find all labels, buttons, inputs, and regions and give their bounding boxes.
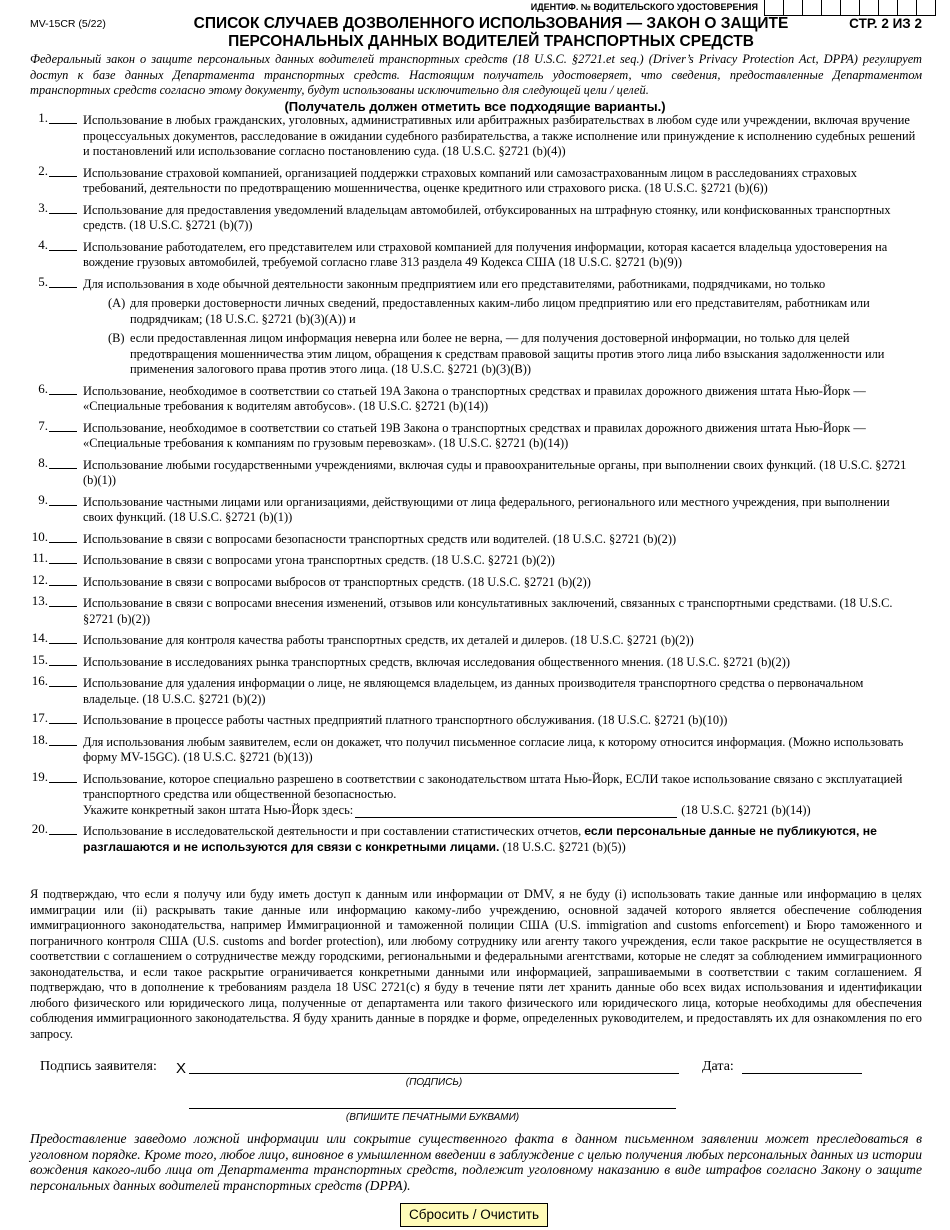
item-text: Использование, необходимое в соответствии со статьей 19A Закона о транспортных средствах и правилах дорожного движения штата Нью-Йорк — «Специальные требования к водителям автобусов». (18 U.S.C. §2721 (b)(14)) <box>83 383 866 413</box>
item-check-blank[interactable] <box>49 277 77 288</box>
item-text: Для использования любым заявителем, если он докажет, что получил письменное согласие лица, к которому относится информация. (Можно использовать форму MV-15GC). (18 U.S.C. §2721 (b)(13)) <box>83 734 904 764</box>
item-text-block <box>83 553 922 569</box>
item-text: Использование в связи с вопросами безопасности транспортных средств или водителей. (18 U.S.C. §2721 (b)(2)) <box>83 531 677 546</box>
item-text-block <box>83 166 922 197</box>
item-number: 18. <box>31 731 48 747</box>
sub-clause-text: для проверки достоверности личных сведений, предоставленных каким-либо лицом предприятию или его представителям, работникам или подрядчикам; (18 U.S.C. §2721 (b)(3)(A)) и <box>130 296 870 326</box>
item-check-blank[interactable] <box>49 824 77 835</box>
signature-caption: (ПОДПИСЬ) <box>405 1077 463 1088</box>
item-text: Для использования в ходе обычной деятельности законным предприятием или его представителями, работниками, подрядчиками, но только <box>83 276 826 291</box>
item-text: Использование частными лицами или организациями, действующими от лица федерального, регионального или местного учреждения, при выполнении своих функций. (18 U.S.C. §2721 (b)(1)) <box>83 494 890 524</box>
item-text: Использование для контроля качества работы транспортных средств, их деталей и дилеров. (18 U.S.C. §2721 (b)(2)) <box>83 633 694 647</box>
permitted-use-item <box>30 630 922 649</box>
signature-label: Подпись заявителя: <box>40 1059 157 1074</box>
item-text: Использование в связи с вопросами внесения изменений, отзывов или консультативных заключений, связанных с транспортными средствами. (18 U.S.C. §2721 (b)(2)) <box>83 596 893 626</box>
permitted-use-item <box>30 731 922 766</box>
item-check-blank[interactable] <box>49 113 77 124</box>
item-text-block <box>83 676 922 707</box>
item-check-blank[interactable] <box>49 596 77 607</box>
item-number: 17. <box>31 710 48 725</box>
item-number: 6. <box>38 380 48 396</box>
item-number: 11. <box>32 550 48 565</box>
item-number: 20. <box>31 821 48 836</box>
ny-law-citation: (18 U.S.C. §2721 (b)(14)) <box>681 802 811 817</box>
permitted-use-item <box>30 550 922 569</box>
item-text-block <box>83 596 922 627</box>
ny-law-row <box>83 803 922 819</box>
permitted-use-item <box>30 710 922 729</box>
permitted-use-item <box>30 199 922 234</box>
item-text: Использование, которое специально разрешено в соответствии с законодательством штата Нью-Йорк, ЕСЛИ такое использование связано с эксплуатацией транспортного средства или общественной безопасностью. <box>83 771 903 801</box>
item-check-blank[interactable] <box>49 166 77 177</box>
permitted-use-item <box>30 162 922 197</box>
item-text-block <box>83 655 922 671</box>
item-check-blank[interactable] <box>49 713 77 724</box>
sub-clause-text: если предоставленная лицом информация неверна или более не верна, — для получения достоверной информации, но только для целей предотвращения мошенничества этим лицом, обращения к средствам правовой защиты против этого лица либо взыскания задолженности или применения залогового права против этого лица. (18 U.S.C. §2721 (b)(3)(B)) <box>130 331 885 376</box>
item-text-block <box>83 113 922 160</box>
item-text-block <box>83 824 922 855</box>
permitted-use-item <box>30 417 922 452</box>
print-name-caption: (ВПИШИТЕ ПЕЧАТНЫМИ БУКВАМИ) <box>345 1112 520 1123</box>
item-emphasis-text: если персональные данные не публикуются, не разглашаются и не используются для связи с конкретными лицами. <box>83 824 877 854</box>
license-id-box[interactable] <box>841 0 860 15</box>
item-check-blank[interactable] <box>49 203 77 214</box>
license-id-box[interactable] <box>784 0 803 15</box>
item-check-blank[interactable] <box>49 553 77 564</box>
item-text-block <box>83 772 922 819</box>
item-check-blank[interactable] <box>49 633 77 644</box>
item-check-blank[interactable] <box>49 575 77 586</box>
permitted-uses-list <box>30 110 922 861</box>
item-text: Использование в процессе работы частных предприятий платного транспортного обслуживания. (18 U.S.C. §2721 (b)(10)) <box>83 713 728 727</box>
signature-x-mark: X <box>176 1060 187 1077</box>
must-check-instruction: (Получатель должен отметить все подходящие варианты.) <box>284 99 666 114</box>
permitted-use-item <box>30 236 922 271</box>
intro-paragraph: Федеральный закон о защите персональных данных водителей транспортных средств (18 U.S.C. §2721.et seq.) (Driver’s Privacy Protection Act, DPPA) регулирует доступ к базе данных Департамента транспортных средств. Настоящим получатель удостоверяет, что сведения, предоставленные Департаментом транспортных средств согласно этому документу, будут использованы исключительно для следующей цели / целей. <box>30 52 922 97</box>
page-number: СТР. 2 ИЗ 2 <box>849 16 922 31</box>
item-check-blank[interactable] <box>49 735 77 746</box>
item-text-block <box>83 458 922 489</box>
item-text: Использование в исследованиях рынка транспортных средств, включая исследования общественного мнения. (18 U.S.C. §2721 (b)(2)) <box>83 654 790 669</box>
item-text-block <box>83 735 922 766</box>
item-number: 1. <box>38 110 48 125</box>
item-number: 13. <box>31 593 48 608</box>
permitted-use-item <box>30 673 922 707</box>
item-text: Использование работодателем, его представителем или страховой компанией для получения информации, которая касается владельца удостоверения на вождение грузовых автомобилей, требуемой согласно главе 313 раздела 49 Кодекса США (18 U.S.C. §2721 (b)(9)) <box>83 239 888 269</box>
item-number: 4. <box>38 236 48 252</box>
permitted-use-item <box>30 651 922 671</box>
item-text: Использование, необходимое в соответствии со статьей 19B Закона о транспортных средствах и правилах дорожного движения штата Нью-Йорк — «Специальные требования к компаниям по грузовым перевозкам». (18 U.S.C. §2721 (b)(14)) <box>83 420 866 450</box>
item-check-blank[interactable] <box>49 772 77 783</box>
item-number: 12. <box>31 571 48 587</box>
item-text: Использование в исследовательской деятельности и при составлении статистических отчетов, <box>83 824 582 838</box>
ny-law-label: Укажите конкретный закон штата Нью-Йорк здесь: <box>83 802 354 817</box>
item-number: 8. <box>38 454 48 470</box>
item-text: Использование в связи с вопросами угона транспортных средств. (18 U.S.C. §2721 (b)(2)) <box>83 553 555 567</box>
license-id-box[interactable] <box>803 0 822 15</box>
item-number: 14. <box>31 630 48 645</box>
item-number: 16. <box>31 673 48 688</box>
ny-law-input[interactable] <box>355 805 677 818</box>
sub-clause-letter: (A) <box>108 296 126 310</box>
item-text: Использование для удаления информации о лице, не являющемся владельцем, из данных производителя транспортного средства о первоначальном владельце. (18 U.S.C. §2721 (b)(2)) <box>83 676 864 706</box>
license-id-label: ИДЕНТИФ. № ВОДИТЕЛЬСКОГО УДОСТОВЕРЕНИЯ <box>530 2 758 12</box>
license-id-box[interactable] <box>879 0 898 15</box>
item-text: Использование в связи с вопросами выбросов от транспортных средств. (18 U.S.C. §2721 (b)(2)) <box>83 574 591 589</box>
item-text-block <box>83 575 922 591</box>
item-number: 7. <box>38 417 48 433</box>
item-check-blank[interactable] <box>49 384 77 395</box>
item-text-block <box>83 277 922 378</box>
item-number: 19. <box>31 768 48 784</box>
permitted-use-item <box>30 821 922 855</box>
item-number: 2. <box>38 162 48 178</box>
item-text: Использование страховой компанией, организацией поддержки страховых компаний или самозастрахованным лицом в расследованиях страховых требований, деятельности по предотвращению мошенничества, оценке кредитного или страхового риска. (18 U.S.C. §2721 (b)(6)) <box>83 165 857 195</box>
item-text: Использование для предоставления уведомлений владельцам автомобилей, отбуксированных на штрафную стоянку, или конфискованных транспортных средств. (18 U.S.C. §2721 (b)(7)) <box>83 202 891 232</box>
item-sub-clause <box>108 296 922 327</box>
license-id-box[interactable] <box>917 0 936 15</box>
form-header <box>30 15 922 55</box>
permitted-use-item <box>30 593 922 627</box>
item-text-block <box>83 203 922 234</box>
license-id-box[interactable] <box>898 0 917 15</box>
print-name-field[interactable] <box>189 1108 676 1109</box>
item-citation: (18 U.S.C. §2721 (b)(5)) <box>502 839 626 854</box>
permitted-use-item <box>30 528 922 548</box>
signature-field[interactable] <box>189 1073 679 1074</box>
sub-clause-letter: (B) <box>108 331 125 345</box>
permitted-use-item <box>30 110 922 160</box>
permitted-use-item <box>30 571 922 591</box>
item-number: 10. <box>31 528 48 544</box>
date-field[interactable] <box>742 1073 862 1074</box>
item-text-block <box>83 532 922 548</box>
license-id-row <box>531 0 936 16</box>
item-text-block <box>83 633 922 649</box>
item-number: 15. <box>31 651 48 667</box>
permitted-use-item <box>30 380 922 415</box>
penalty-warning: Предоставление заведомо ложной информации или сокрытие существенного факта в данном письменном заявлении может преследоваться в уголовном порядке. Кроме того, любое лицо, виновное в умышленном введении в заблуждение с целью получения любых персональных данных из истории вождения какого-либо лица от Департамента транспортных средств, подлежит уголовному наказанию в виде штрафов согласно Закону о защите персональных данных водителей транспортных средств (DPPA). <box>30 1131 922 1193</box>
certification-paragraph: Я подтверждаю, что если я получу или буду иметь доступ к данным или информации от DMV, я не буду (i) использовать такие данные или информацию в целях иммиграции или (ii) раскрывать такие данные или информацию какому-либо учреждению, основной задачей которого является обеспечение соблюдения иммиграционного законодательства, например Иммиграционной и таможенной полиции США (U.S. immigration and customs enforcement) и Бюро таможенного и пограничного контроля США (U.S. customs and border protection), или любому сотруднику или агенту такого учреждения, если такое раскрытие не осуществляется в соответствии с соглашением о сотрудничестве между городскими, региональными и федеральными агентствами, которые не следят за соблюдением иммиграционного законодательства, и если такое раскрытие ограничивается конкретными данными или информацией, запрашиваемыми в соответствии с таким соглашением. Я подтверждаю, что в дополнение к требованиям раздела 18 USC 2721(c) я буду в течение пяти лет хранить данные обо всех видах использования и идентификации любого физического или юридического лица, полученные от департамента или такого физического или юридического лица, которые необходимы для обеспечения соблюдения иммиграционного законодательства. Я буду хранить данные в порядке и форме, определенных руководителем, и предоставлять их для ознакомления по его запросу. <box>30 887 922 1041</box>
item-number: 9. <box>38 491 48 507</box>
reset-clear-button[interactable]: Сбросить / Очистить <box>400 1203 548 1227</box>
item-check-blank[interactable] <box>49 421 77 432</box>
item-text-block <box>83 421 922 452</box>
item-check-blank[interactable] <box>49 655 77 666</box>
item-text: Использование любыми государственными учреждениями, включая суды и правоохранительные органы, при выполнении своих функций. (18 U.S.C. §2721 (b)(1)) <box>83 457 907 487</box>
date-label: Дата: <box>702 1059 734 1074</box>
item-check-blank[interactable] <box>49 240 77 251</box>
item-check-blank[interactable] <box>49 676 77 687</box>
item-number: 5. <box>38 273 48 289</box>
form-title: СПИСОК СЛУЧАЕВ ДОЗВОЛЕННОГО ИСПОЛЬЗОВАНИЯ — ЗАКОН О ЗАЩИТЕ ПЕРСОНАЛЬНЫХ ДАННЫХ ВОДИТЕЛЕЙ ТРАНСПОРТНЫХ СРЕДСТВ <box>193 15 789 50</box>
form-number: MV-15CR (5/22) <box>30 18 106 30</box>
license-id-box[interactable] <box>860 0 879 15</box>
item-text-block <box>83 495 922 526</box>
item-check-blank[interactable] <box>49 495 77 506</box>
item-text-block <box>83 384 922 415</box>
license-id-box[interactable] <box>822 0 841 15</box>
item-text-block <box>83 713 922 729</box>
permitted-use-item <box>30 768 922 819</box>
item-number: 3. <box>38 199 48 215</box>
permitted-use-item <box>30 273 922 378</box>
item-check-blank[interactable] <box>49 458 77 469</box>
license-id-boxes[interactable] <box>764 0 936 16</box>
permitted-use-item <box>30 454 922 489</box>
permitted-use-item <box>30 491 922 526</box>
item-sub-clause <box>108 331 922 378</box>
item-text: Использование в любых гражданских, уголовных, административных или арбитражных разбирательствах в любом суде или учреждении, включая вручение процессуальных документов, расследование в ожидании судебного разбирательства, а также исполнение или принуждение к исполнению судебных решений и постановлений или использование согласно постановлению суда. (18 U.S.C. §2721 (b)(4)) <box>83 113 916 158</box>
item-check-blank[interactable] <box>49 532 77 543</box>
license-id-box[interactable] <box>765 0 784 15</box>
item-text-block <box>83 240 922 271</box>
signature-row <box>40 1059 922 1089</box>
